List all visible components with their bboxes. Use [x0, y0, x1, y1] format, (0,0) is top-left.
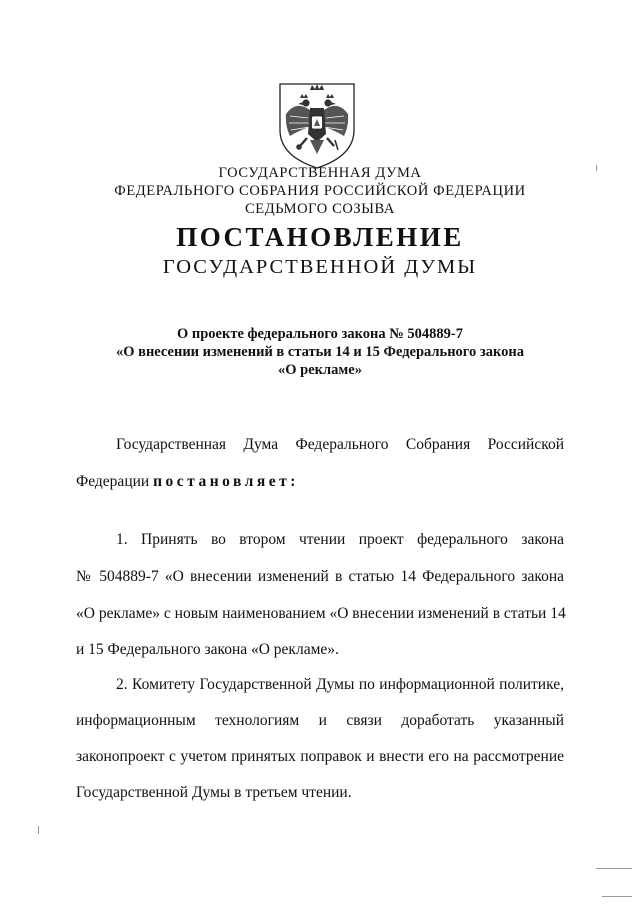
- preamble-federation-text: Федерации: [76, 473, 154, 490]
- item-1-line-4: и 15 Федерального закона «О рекламе».: [76, 641, 339, 658]
- preamble-line-1: Государственная Дума Федерального Собрания Российской: [116, 436, 564, 453]
- item-1-line-3: «О рекламе» с новым наименованием «О внесении изменений в статьи 14: [76, 605, 566, 622]
- item-1-line-2: № 504889-7 «О внесении изменений в статью 14 Федерального закона: [76, 568, 564, 585]
- preamble-line-2: [76, 473, 564, 491]
- convocation-line: СЕДЬМОГО СОЗЫВА: [245, 201, 395, 217]
- scan-mark: [596, 868, 632, 869]
- item-2-line-3: законопроект с учетом принятых поправок и внести его на рассмотрение: [76, 748, 564, 765]
- document-type-title: ПОСТАНОВЛЕНИЕ: [176, 222, 464, 252]
- scan-mark: [38, 826, 39, 834]
- scan-mark: [602, 896, 632, 897]
- item-1-line-1: 1. Принять во втором чтении проект федерального закона: [116, 531, 564, 548]
- org-name-line-1: ГОСУДАРСТВЕННАЯ ДУМА: [218, 165, 422, 181]
- subject-line-3: «О рекламе»: [278, 362, 362, 378]
- subject-line-1: О проекте федерального закона № 504889-7: [176, 326, 464, 342]
- item-2-line-2: информационным технологиям и связи доработать указанный: [76, 712, 564, 729]
- item-2-line-1: 2. Комитету Государственной Думы по информационной политике,: [116, 676, 564, 693]
- document-issuer: ГОСУДАРСТВЕННОЙ ДУМЫ: [162, 256, 478, 278]
- item-2-line-4: Государственной Думы в третьем чтении.: [76, 784, 352, 801]
- scan-mark: [596, 165, 597, 171]
- coat-of-arms-eagle-icon: [276, 80, 358, 170]
- subject-line-2: «О внесении изменений в статьи 14 и 15 Федерального закона: [115, 344, 525, 360]
- org-name-line-2: ФЕДЕРАЛЬНОГО СОБРАНИЯ РОССИЙСКОЙ ФЕДЕРАЦИИ: [114, 183, 526, 199]
- decree-word: постановляет:: [153, 473, 299, 490]
